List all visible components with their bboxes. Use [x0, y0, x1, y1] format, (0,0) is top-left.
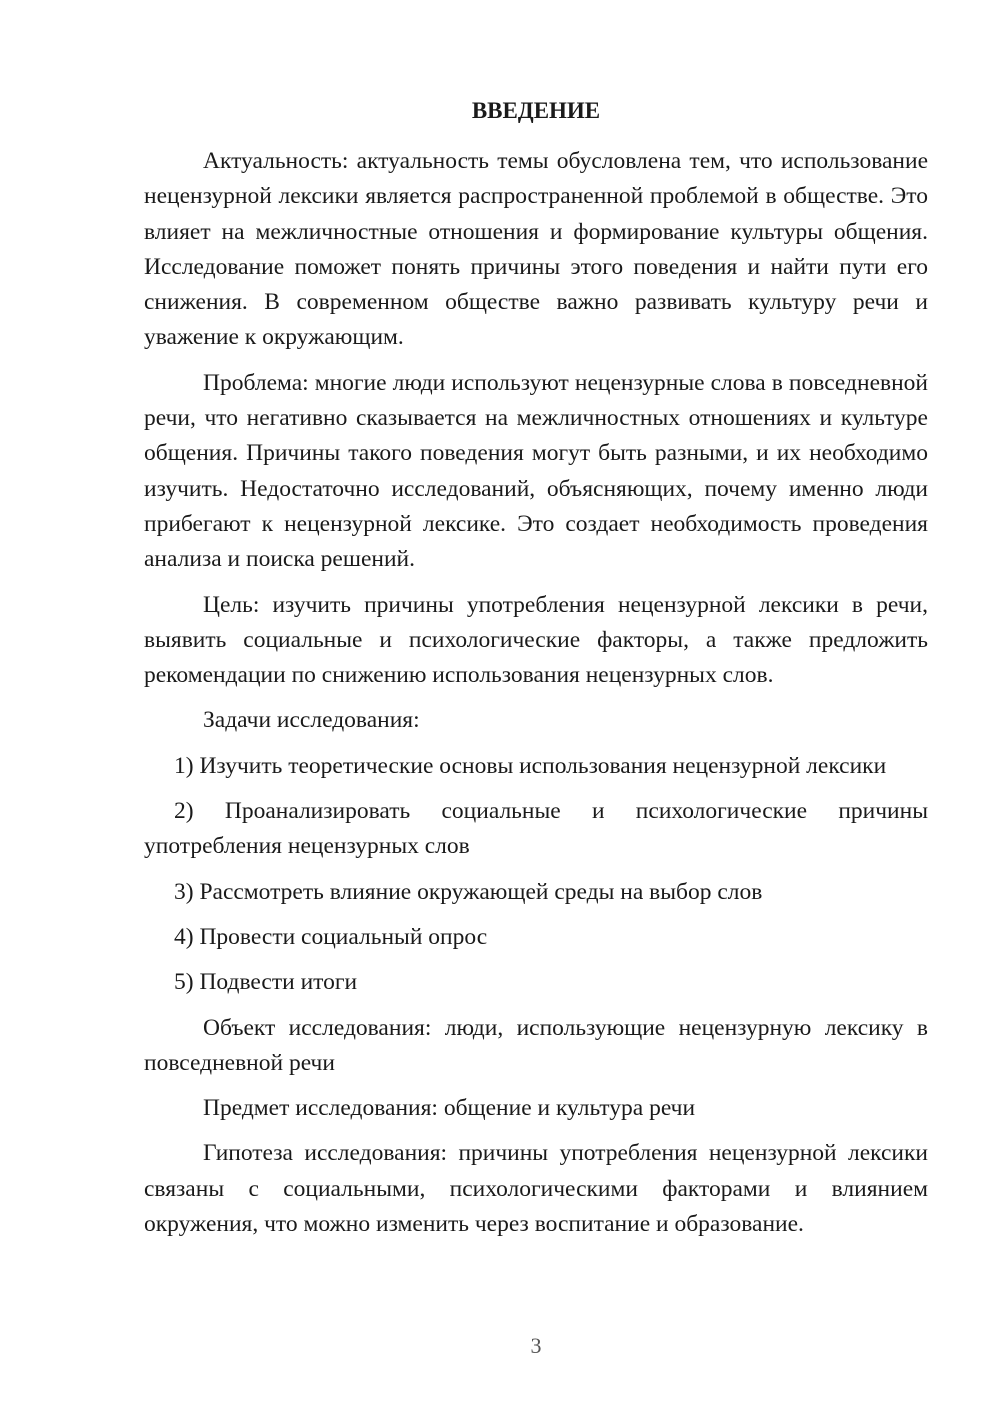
- paragraph-problem: Проблема: многие люди используют нецензурные слова в повседневной речи, что негативно сказывается на межличностных отношениях и культуре общения. Причины такого поведения могут быть разными, и их необходимо изучить. Недостаточно исследований, объясняющих, почему именно люди прибегают к нецензурной лексике. Это создает необходимость проведения анализа и поиска решений.: [144, 369, 928, 573]
- page-number: 3: [530, 1333, 542, 1358]
- paragraph-goal: Цель: изучить причины употребления нецензурной лексики в речи, выявить социальные и психологические факторы, а также предложить рекомендации по снижению использования нецензурных слов.: [144, 591, 928, 689]
- task-item-3: 3) Рассмотреть влияние окружающей среды на выбор слов: [174, 878, 763, 905]
- task-item-5: 5) Подвести итоги: [174, 969, 358, 996]
- paragraph-hypothesis: Гипотеза исследования: причины употребления нецензурной лексики связаны с социальными, психологическими факторами и влиянием окружения, что можно изменить через воспитание и образование.: [144, 1140, 928, 1238]
- task-item-2: 2) Проанализировать социальные и психологические причины употребления нецензурных слов: [144, 798, 928, 860]
- paragraph-subject: Предмет исследования: общение и культура речи: [203, 1095, 696, 1122]
- paragraph-relevance: Актуальность: актуальность темы обусловлена тем, что использование нецензурной лексики является распространенной проблемой в обществе. Это влияет на межличностные отношения и формирование культуры общения. Исследование поможет понять причины этого поведения и найти пути его снижения. В современном обществе важно развивать культуру речи и уважение к окружающим.: [144, 148, 928, 351]
- tasks-heading: Задачи исследования:: [203, 707, 420, 734]
- paragraph-object: Объект исследования: люди, использующие нецензурную лексику в повседневной речи: [144, 1014, 928, 1076]
- task-item-4: 4) Провести социальный опрос: [174, 923, 488, 950]
- page-content: [144, 96, 928, 1242]
- task-item-1: 1) Изучить теоретические основы использования нецензурной лексики: [174, 752, 887, 779]
- page-title: ВВЕДЕНИЕ: [471, 98, 601, 123]
